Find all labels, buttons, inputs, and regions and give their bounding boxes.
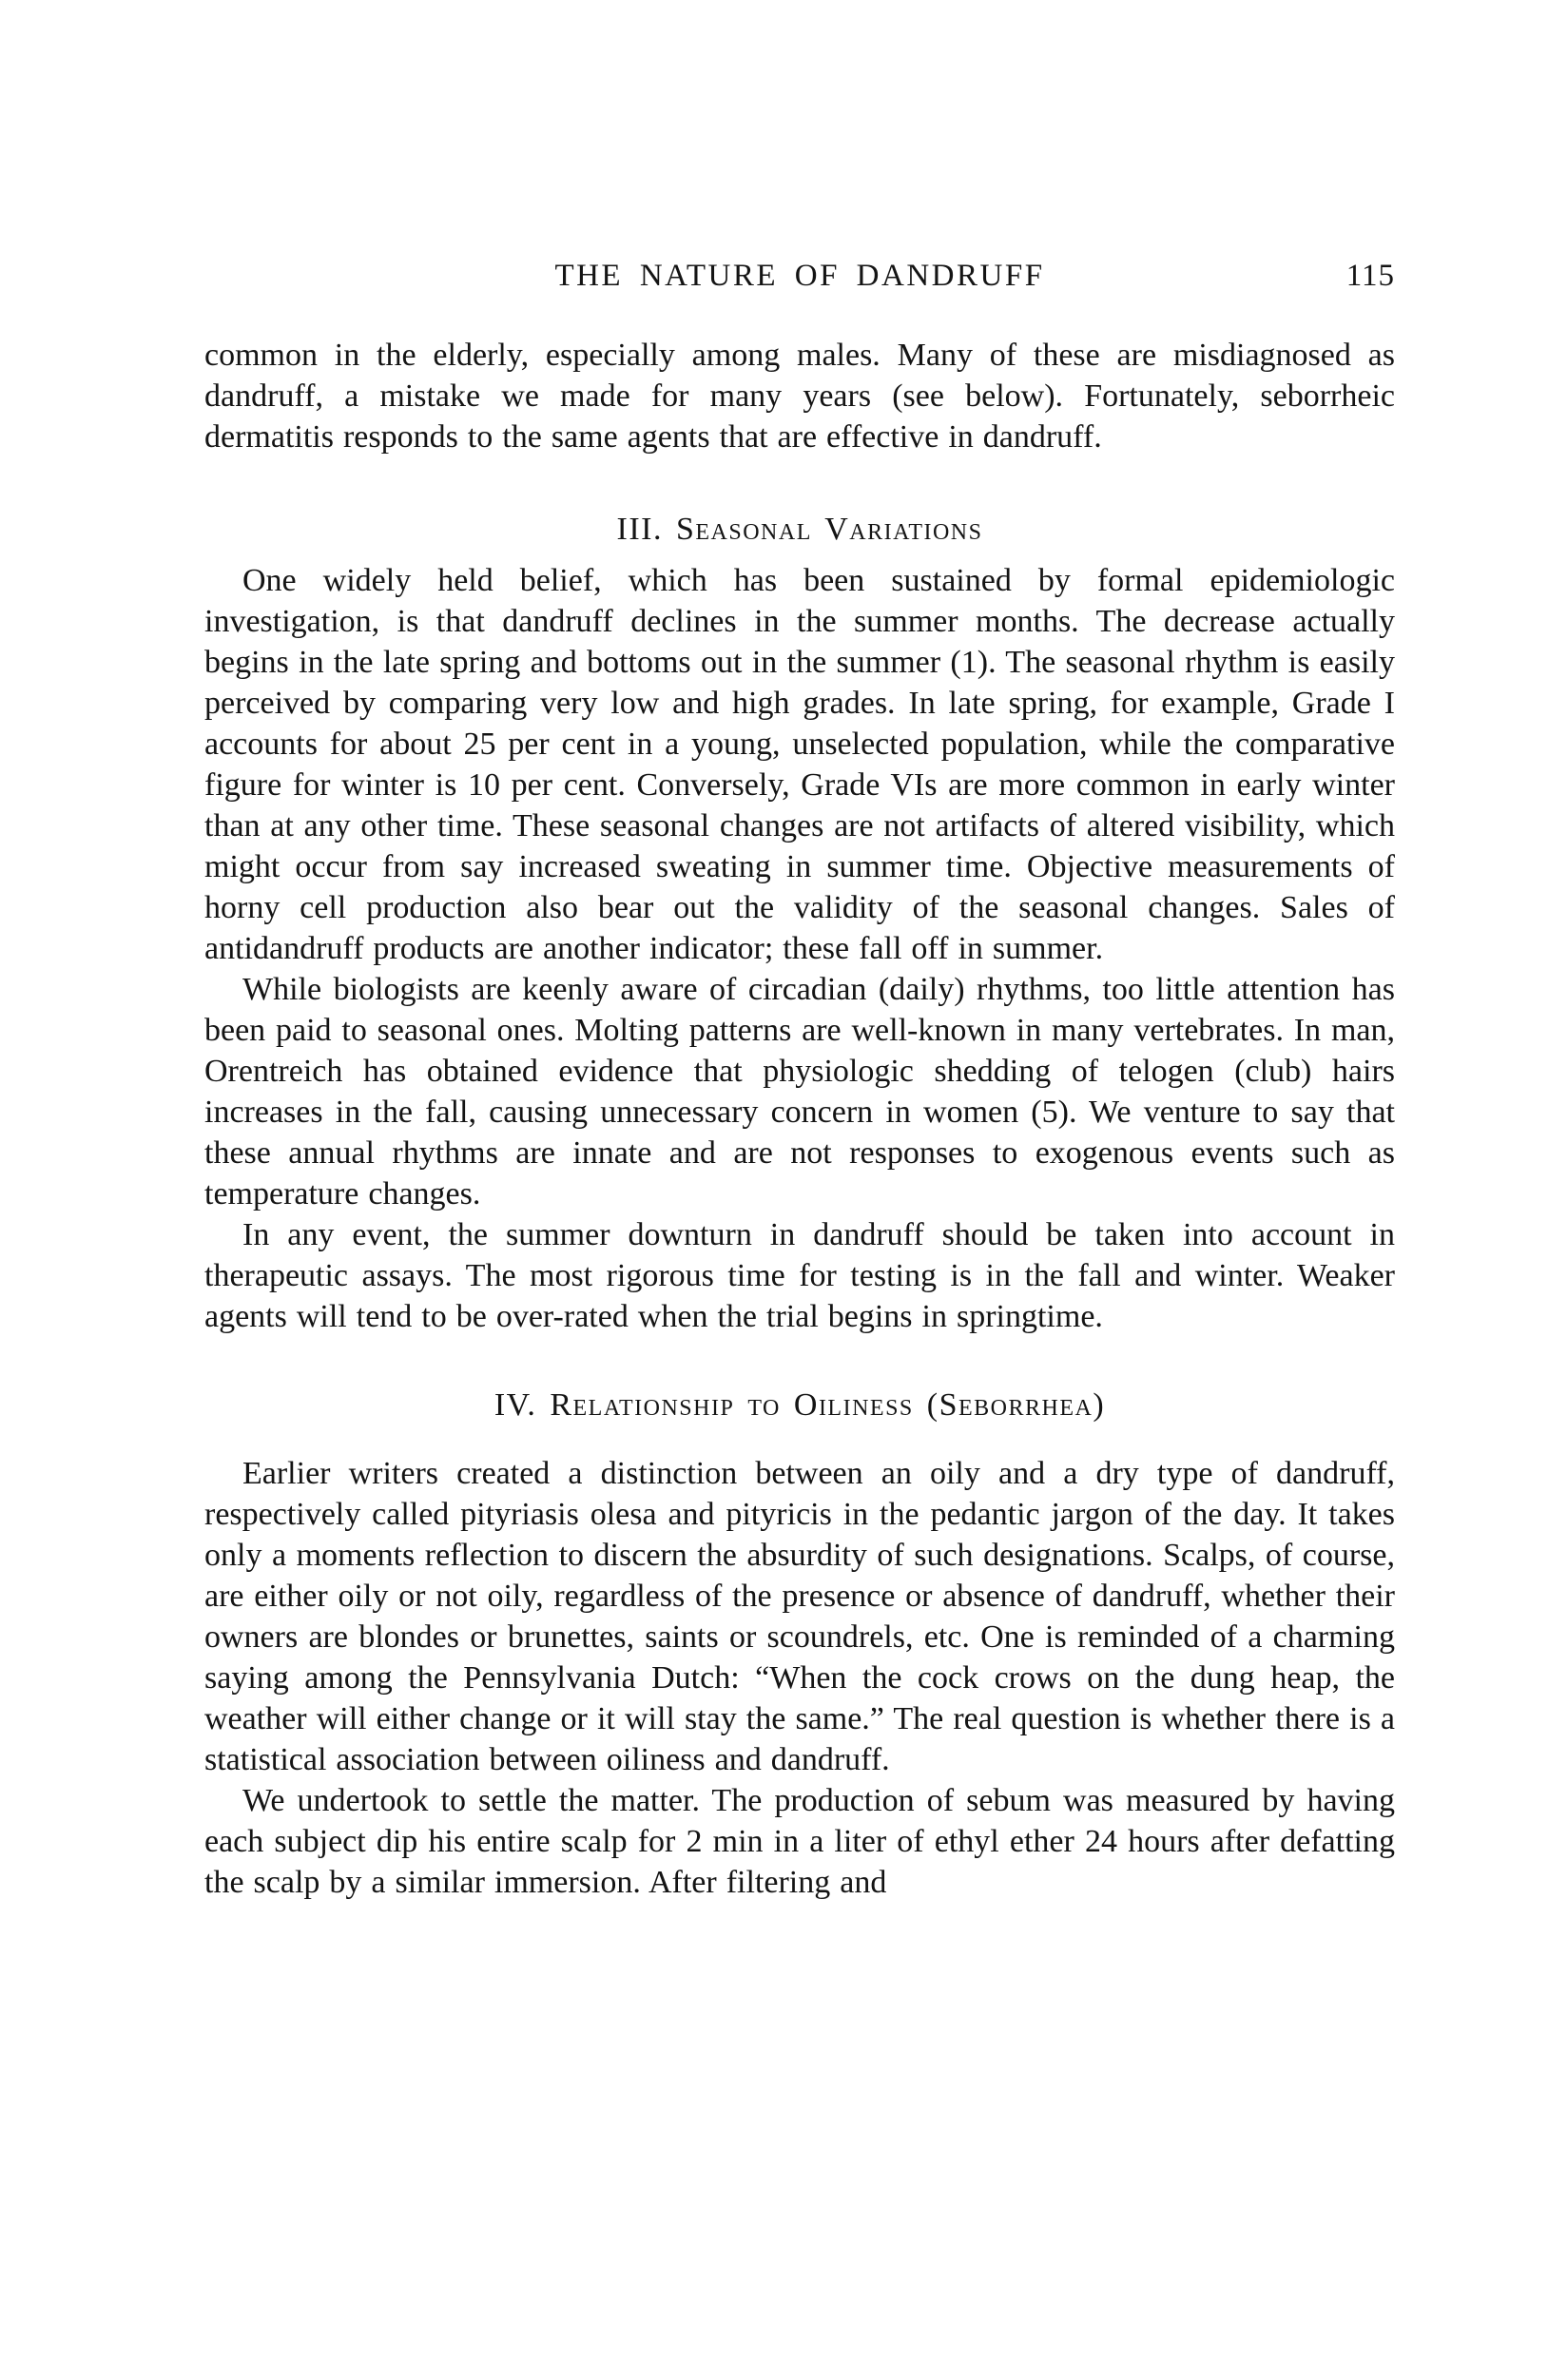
section-relationship-to-oiliness [204,1453,1395,1903]
page-number: 115 [1345,259,1395,293]
paragraph: One widely held belief, which has been sustained by formal epidemiologic investigation, is that dandruff declines in the summer months. The decrease actually begins in the late spring and bottoms out in the summer (1). The seasonal rhythm is easily perceived by comparing very low and high grades. In late spring, for example, Grade I accounts for about 25 per cent in a young, unselected population, while the comparative figure for winter is 10 per cent. Conversely, Grade VIs are more common in early winter than at any other time. These seasonal changes are not artifacts of altered visibility, which might occur from say increased sweating in summer time. Objective measurements of horny cell production also bear out the validity of the seasonal changes. Sales of antidandruff products are another indicator; these fall off in summer. [204,563,1395,966]
section-heading-seasonal-variations: III. Seasonal Variations [616,512,983,547]
paragraph: common in the elderly, especially among males. Many of these are misdiagnosed as dandruff, a mistake we made for many years (see below). Fortunately, seborrheic dermatitis responds to the same agents that are effective in dandruff. [204,338,1395,455]
paragraph: While biologists are keenly aware of circadian (daily) rhythms, too little attention has been paid to seasonal ones. Molting patterns are well-known in many vertebrates. In man, Orentreich has obtained evidence that physiologic shedding of telogen (club) hairs increases in the fall, causing unnecessary concern in women (5). We venture to say that these annual rhythms are innate and are not responses to exogenous events such as temperature changes. [204,972,1395,1212]
page-header [204,259,1395,300]
section-continuation [204,335,1395,457]
paragraph: We undertook to settle the matter. The production of sebum was measured by having each subject dip his entire scalp for 2 min in a liter of ethyl ether 24 hours after defatting the scalp by a similar immersion. After filtering and [204,1783,1395,1900]
text-block [204,259,1395,1903]
paragraph: Earlier writers created a distinction between an oily and a dry type of dandruff, respectively called pityriasis olesa and pityricis in the pedantic jargon of the day. It takes only a moments reflection to discern the absurdity of such designations. Scalps, of course, are either oily or not oily, regardless of the presence or absence of dandruff, whether their owners are blondes or brunettes, saints or scoundrels, etc. One is reminded of a charming saying among the Pennsylvania Dutch: “When the cock crows on the dung heap, the weather will either change or it will stay the same.” The real question is whether there is a statistical association between oiliness and dandruff. [204,1456,1395,1777]
paragraph: In any event, the summer downturn in dandruff should be taken into account in therapeutic assays. The most rigorous time for testing is in the fall and winter. Weaker agents will tend to be over-rated when the trial begins in springtime. [204,1217,1395,1334]
running-title: THE NATURE OF DANDRUFF [554,259,1045,293]
section-seasonal-variations [204,560,1395,1337]
section-heading-relationship-to-oiliness: IV. Relationship to Oiliness (Seborrhea) [494,1387,1106,1423]
